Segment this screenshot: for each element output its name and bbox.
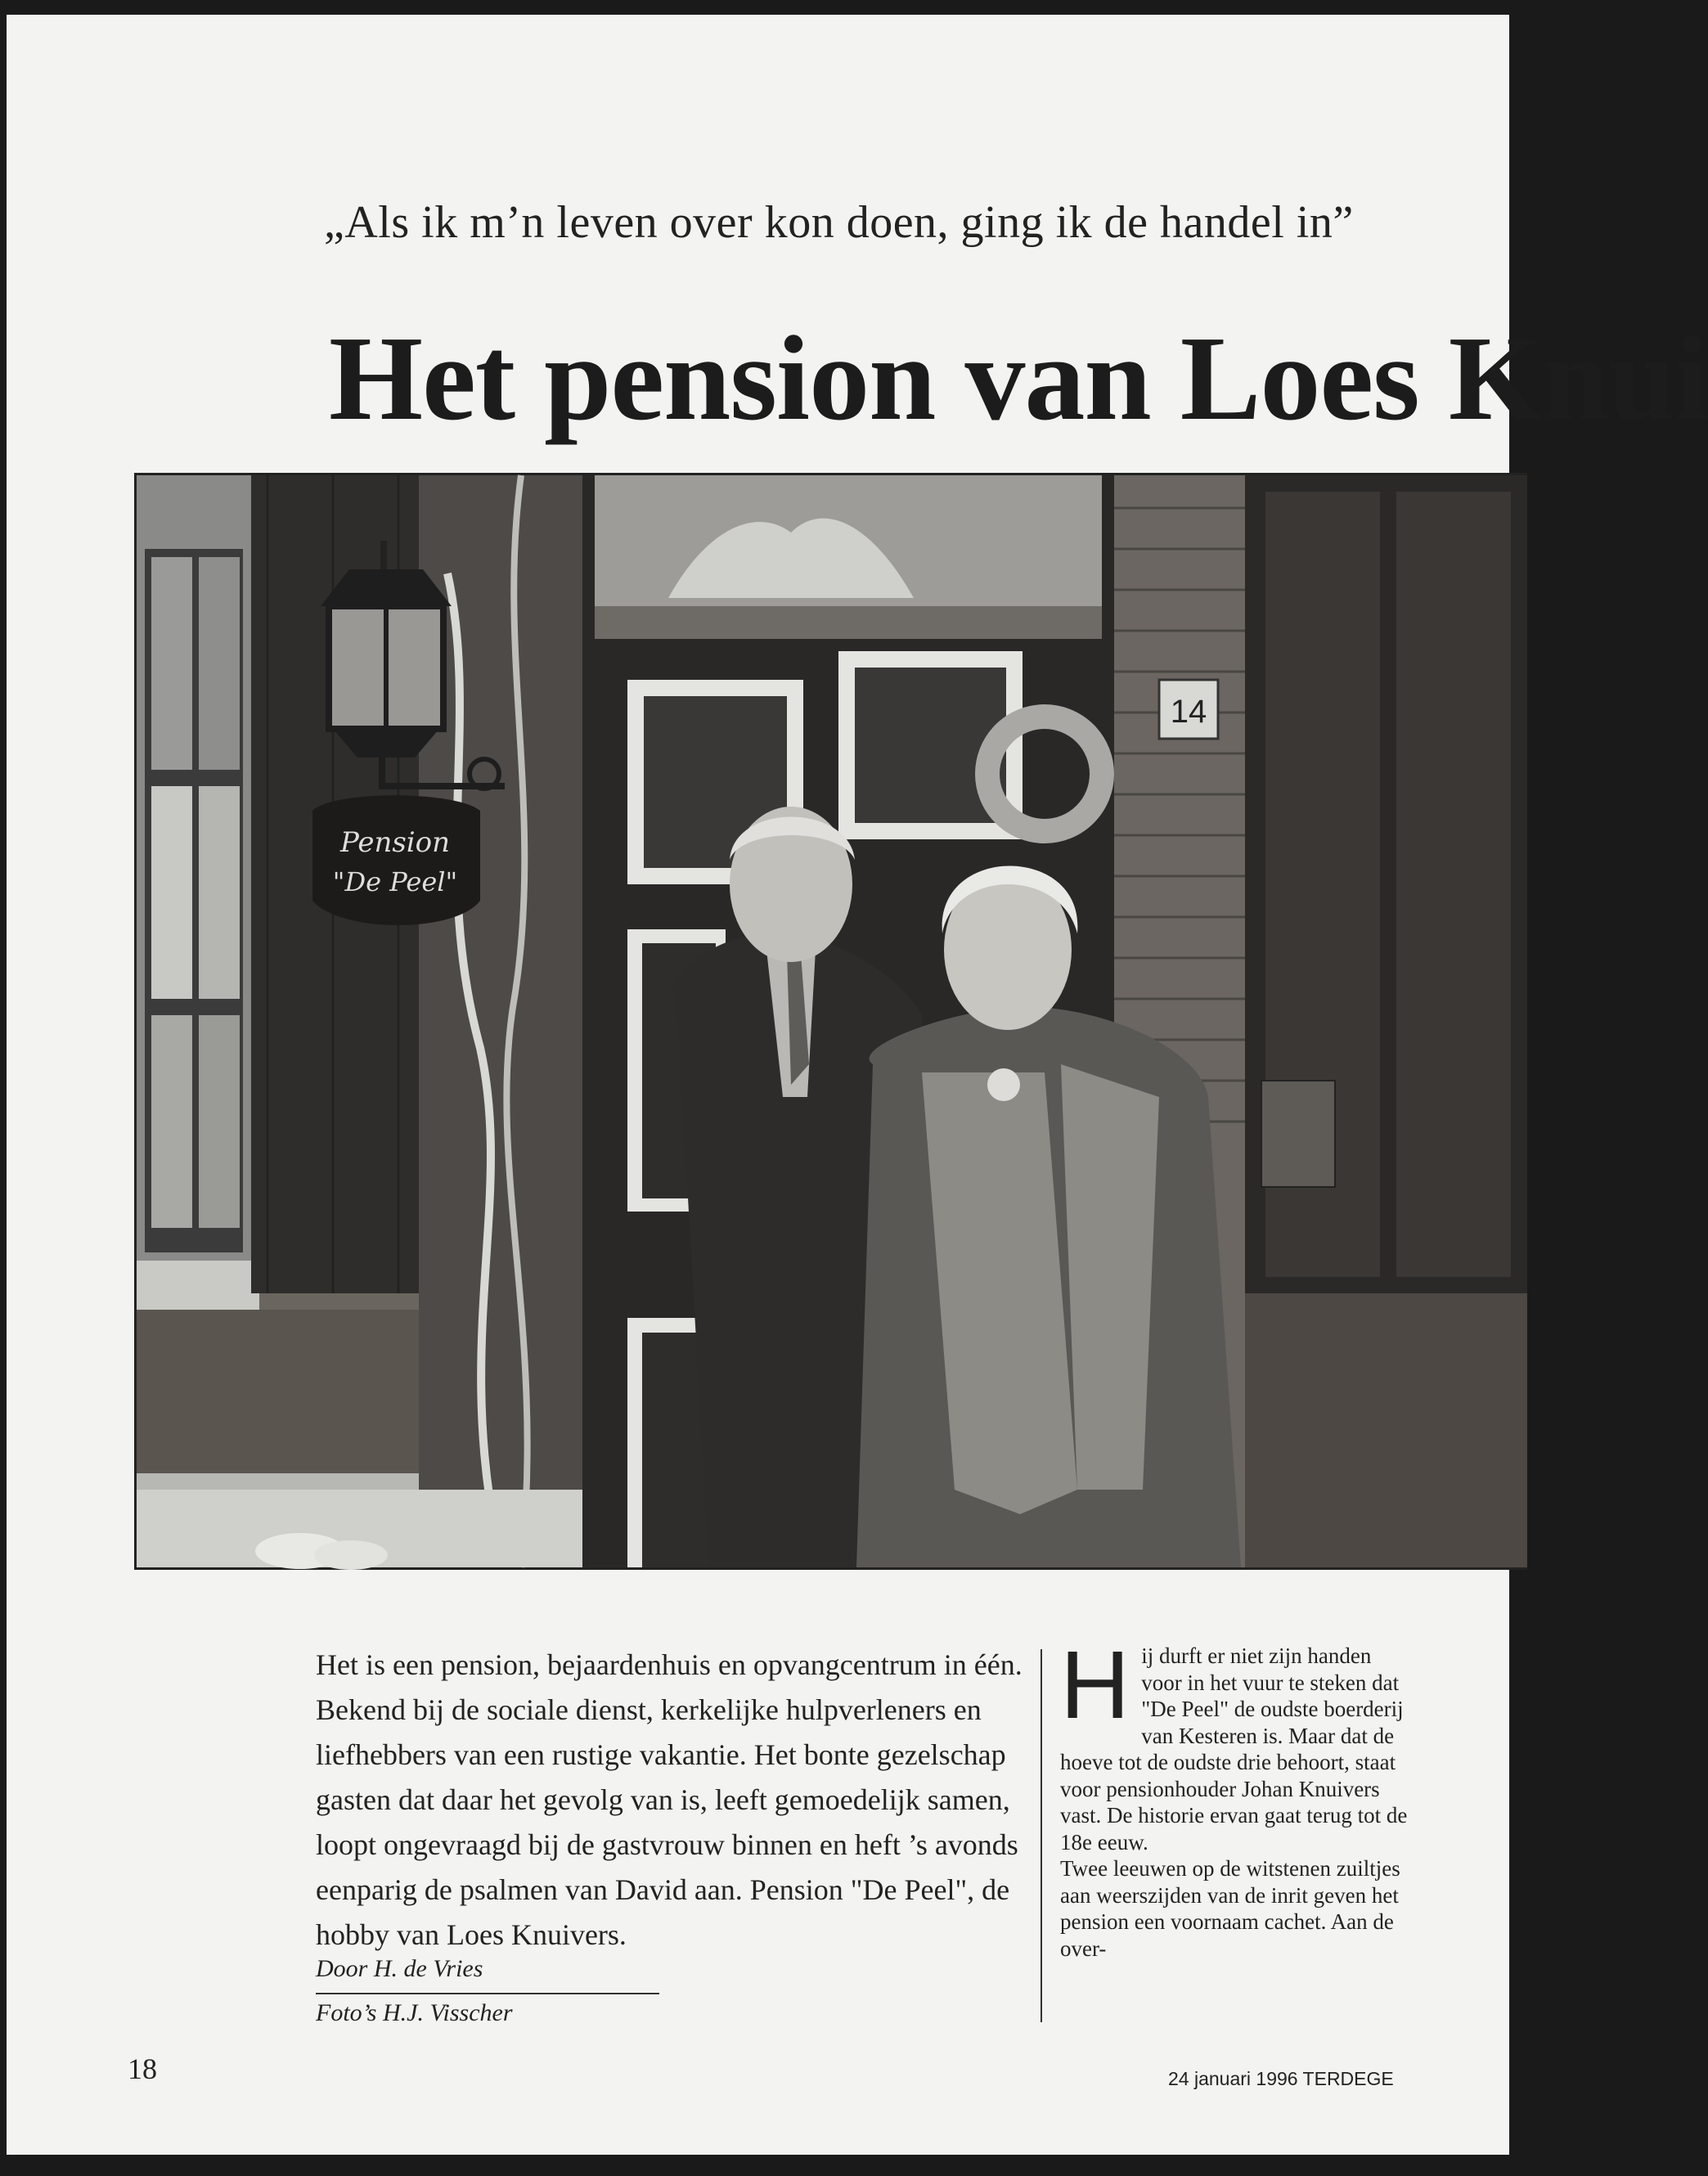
article-intro: Het is een pension, bejaardenhuis en opvangcentrum in één. Bekend bij de sociale dienst, kerkelijke hulpverleners en liefhebbers van een rustige vakantie. Het bonte gezelschap gasten dat daar het gevolg van is, leeft gemoedelijk samen, loopt ongevraagd bij de gastvrouw binnen en heft ’s avonds eenparig de psalmen van David aan. Pension "De Peel", de hobby van Loes Knuivers. [316, 1648, 1023, 1951]
article-kicker-quote: „Als ik m’n leven over kon doen, ging ik de handel in” [324, 197, 1354, 248]
body-paragraph-1: ij durft er niet zijn handen voor in het vuur te steken dat "De Peel" de oudste boerderij van Kesteren is. Maar dat de hoeve tot de oudste drie behoort, staat voor pensionhouder Johan Knuivers vast. De historie ervan gaat terug tot de 18e eeuw. [1060, 1643, 1408, 1855]
article-photo [134, 473, 1527, 1570]
house-number: 14 [1170, 694, 1207, 730]
sign-text-pension: Pension [339, 826, 451, 859]
page-footer: 24 januari 1996 TERDEGE [1168, 2068, 1394, 2089]
credit-divider [316, 1993, 659, 1994]
page-number: 18 [128, 2052, 157, 2085]
article-headline: Het pension van Loes Knui [329, 312, 1708, 446]
photo-credit: Foto’s H.J. Visscher [316, 1999, 513, 2026]
sign-text-de-peel: "De Peel" [332, 866, 458, 897]
magazine-page [7, 15, 1708, 2155]
body-paragraph-2: Twee leeuwen op de witstenen zuiltjes aan weerszijden van de inrit geven het pension een voornaam cachet. Aan de over- [1060, 1856, 1400, 1961]
body-column [1060, 1631, 1412, 1962]
author-credit: Door H. de Vries [316, 1955, 483, 1982]
drop-cap: H [1060, 1631, 1130, 1739]
column-divider [1041, 1649, 1042, 2022]
